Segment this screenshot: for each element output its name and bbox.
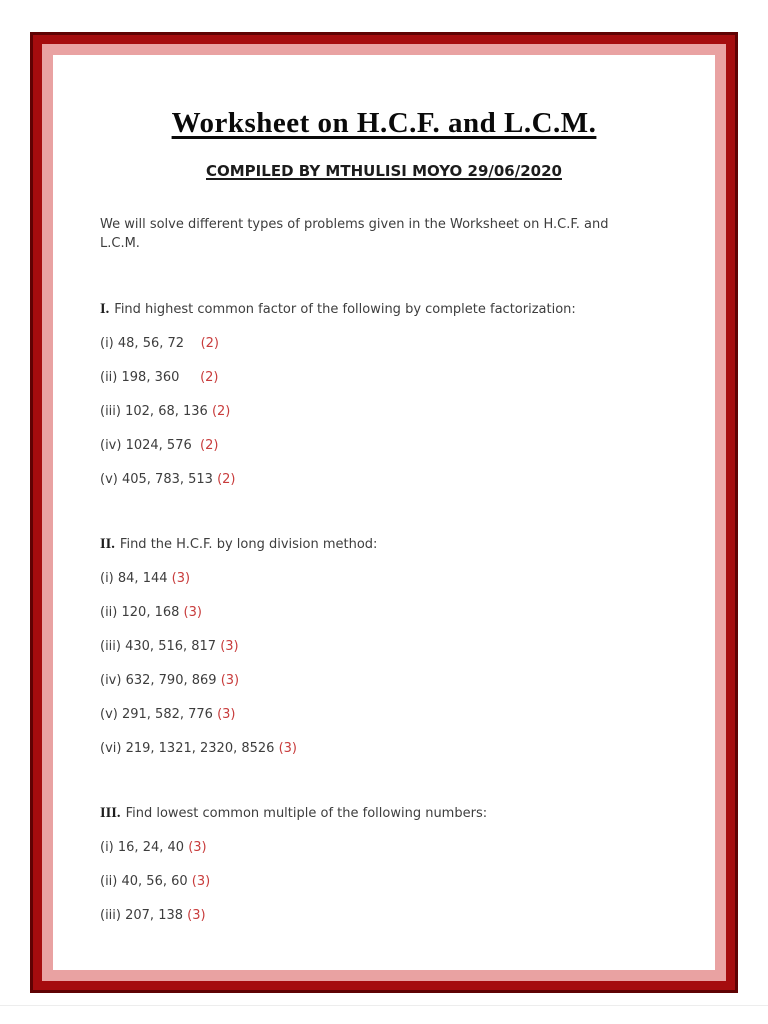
problem-marks: (3) (188, 840, 207, 855)
problem-numbers: (v) 405, 783, 513 (100, 472, 218, 487)
problem-marks: (2) (217, 472, 236, 487)
problem-item (100, 605, 668, 621)
page-border-main (33, 35, 735, 990)
problem-numbers: (iii) 207, 138 (100, 908, 188, 923)
problem-marks: (3) (278, 741, 297, 756)
problem-item (100, 707, 668, 723)
section-heading-2 (100, 536, 668, 553)
problem-numbers: (iii) 430, 516, 817 (100, 639, 221, 654)
problem-marks: (3) (220, 673, 240, 688)
problem-numbers: (ii) 198, 360 (100, 370, 201, 385)
page-bottom-separator (0, 1005, 768, 1006)
problem-marks: (3) (187, 908, 206, 923)
problem-item (100, 571, 668, 587)
problem-item (100, 874, 668, 890)
section-numeral: III. (100, 805, 121, 821)
section-heading-1 (100, 301, 668, 318)
problem-numbers: (i) 16, 24, 40 (100, 840, 189, 855)
problem-item (100, 370, 668, 386)
section-heading-text: Find highest common factor of the following by complete factorization: (114, 302, 576, 317)
problem-numbers: (iv) 632, 790, 869 (100, 673, 221, 688)
problem-marks: (3) (183, 605, 202, 620)
page-border-highlight (42, 44, 726, 981)
problem-numbers: (iv) 1024, 576 (100, 438, 201, 453)
problem-item (100, 639, 668, 655)
problem-numbers: (i) 48, 56, 72 (100, 336, 201, 351)
problem-numbers: (i) 84, 144 (100, 571, 172, 586)
problem-item (100, 404, 668, 420)
problem-marks: (3) (217, 707, 236, 722)
problem-item (100, 438, 668, 454)
problem-item (100, 472, 668, 488)
page-content (53, 55, 715, 970)
problem-numbers: (vi) 219, 1321, 2320, 8526 (100, 741, 279, 756)
problem-marks: (2) (200, 336, 219, 351)
intro-line: We will solve different types of problems given in the Worksheet on H.C.F. and (100, 217, 609, 232)
problem-item (100, 336, 668, 352)
problem-numbers: (ii) 40, 56, 60 (100, 874, 192, 889)
page-border-outer (30, 32, 738, 993)
problem-item (100, 840, 668, 856)
problem-numbers: (ii) 120, 168 (100, 605, 184, 620)
section-heading-text: Find the H.C.F. by long division method: (119, 537, 378, 552)
problem-marks: (2) (211, 404, 231, 419)
section-heading-3 (100, 805, 668, 822)
intro-paragraph (100, 215, 668, 253)
problem-marks: (2) (200, 438, 219, 453)
problem-marks: (3) (171, 571, 191, 586)
section-numeral: I. (100, 301, 110, 317)
problem-marks: (3) (191, 874, 211, 889)
problem-item (100, 673, 668, 689)
problem-item (100, 908, 668, 924)
problem-numbers: (v) 291, 582, 776 (100, 707, 218, 722)
problem-numbers: (iii) 102, 68, 136 (100, 404, 212, 419)
problem-item (100, 741, 668, 757)
problem-marks: (3) (220, 639, 239, 654)
section-heading-text: Find lowest common multiple of the following numbers: (125, 806, 488, 821)
problem-marks: (2) (200, 370, 219, 385)
page-title: Worksheet on H.C.F. and L.C.M. (171, 107, 597, 139)
intro-line: L.C.M. (100, 236, 140, 251)
section-numeral: II. (100, 536, 115, 552)
page-subtitle: COMPILED BY MTHULISI MOYO 29/06/2020 (206, 162, 562, 180)
